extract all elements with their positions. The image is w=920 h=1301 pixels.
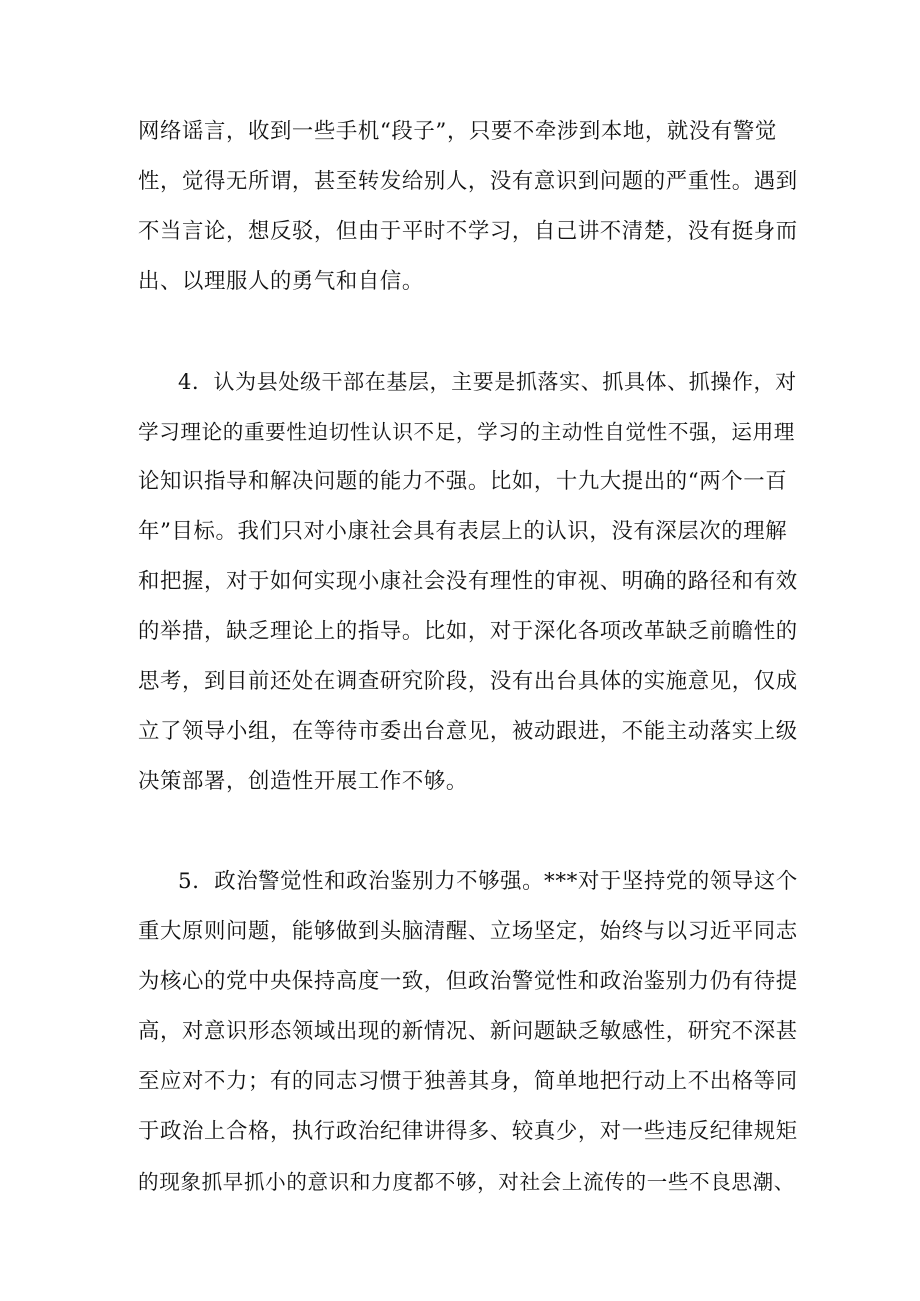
paragraph-line: 思考，到目前还处在调查研究阶段，没有出台具体的实施意见，仅成 [138,669,798,694]
paragraph-line: 高，对意识形态领域出现的新情况、新问题缺乏敏感性，研究不深甚 [138,1019,798,1044]
paragraph-line: 和把握，对于如何实现小康社会没有理性的审视、明确的路径和有效 [138,569,798,594]
paragraph-line: 网络谣言，收到一些手机“段子”，只要不牵涉到本地，就没有警觉 [138,119,777,144]
paragraph-line: 为核心的党中央保持高度一致，但政治警觉性和政治鉴别力仍有待提 [138,969,798,994]
paragraph-line: 出、以理服人的勇气和自信。 [138,269,424,294]
paragraph-line: 立了领导小组，在等待市委出台意见，被动跟进，不能主动落实上级 [138,719,798,744]
paragraph-line: 的举措，缺乏理论上的指导。比如，对于深化各项改革缺乏前瞻性的 [138,619,798,644]
paragraph-line: 于政治上合格，执行政治纪律讲得多、较真少，对一些违反纪律规矩 [138,1119,798,1144]
paragraph-line: 4．认为县处级干部在基层，主要是抓落实、抓具体、抓操作，对 [178,370,797,394]
paragraph-line: 至应对不力；有的同志习惯于独善其身，简单地把行动上不出格等同 [138,1069,798,1094]
paragraph-line: 学习理论的重要性迫切性认识不足，学习的主动性自觉性不强，运用理 [138,420,796,444]
paragraph-line: 不当言论，想反驳，但由于平时不学习，自己讲不清楚，没有挺身而 [138,219,798,244]
paragraph-line: 论知识指导和解决问题的能力不强。比如，十九大提出的“两个一百 [138,469,788,494]
paragraph-line: 年”目标。我们只对小康社会具有表层上的认识，没有深层次的理解 [138,519,788,544]
paragraph-line: 5．政治警觉性和政治鉴别力不够强。***对于坚持党的领导这个 [178,869,798,894]
paragraph-line: 的现象抓早抓小的意识和力度都不够，对社会上流传的一些不良思潮、 [138,1170,796,1194]
paragraph-line: 决策部署，创造性开展工作不够。 [138,769,468,794]
paragraph-line: 重大原则问题，能够做到头脑清醒、立场坚定，始终与以习近平同志 [138,919,798,944]
paragraph-line: 性，觉得无所谓，甚至转发给别人，没有意识到问题的严重性。遇到 [138,169,798,194]
